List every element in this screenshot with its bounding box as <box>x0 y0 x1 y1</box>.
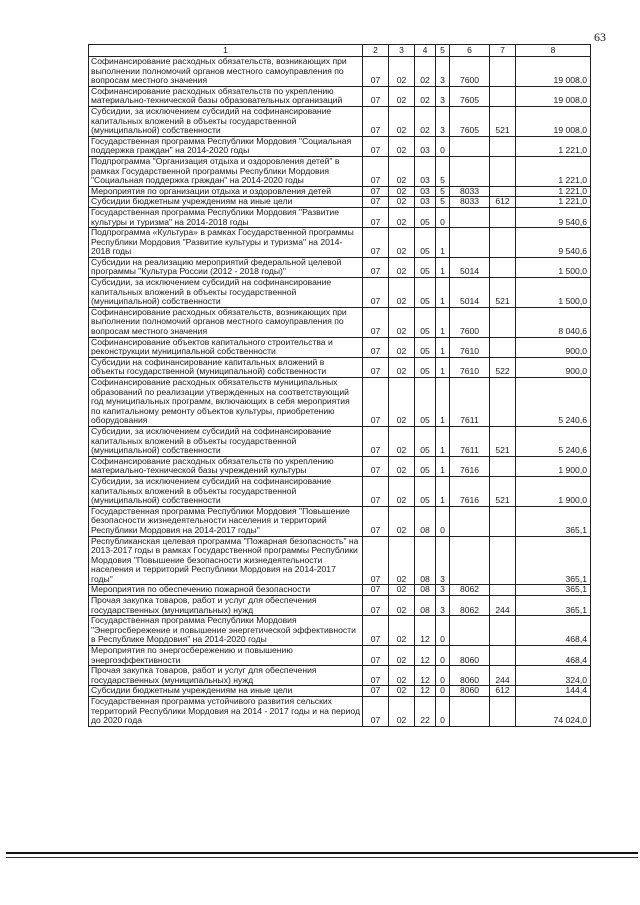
expense-type-code-cell <box>490 57 516 87</box>
section-code-cell: 07 <box>363 86 389 106</box>
subprogram-code-cell: 0 <box>436 506 450 536</box>
item-name-cell: Прочая закупка товаров, работ и услуг для обеспечения государственных (муниципальных) нужд <box>89 596 363 616</box>
table-row <box>89 456 591 476</box>
direction-code-cell: 7616 <box>450 456 490 476</box>
table-row <box>89 596 591 616</box>
program-code-cell: 12 <box>415 646 436 666</box>
expense-type-code-cell <box>490 536 516 585</box>
subprogram-code-cell: 1 <box>436 456 450 476</box>
expense-type-code-cell <box>490 186 516 197</box>
expense-type-code-cell <box>490 378 516 427</box>
item-name-cell: Софинансирование расходных обязательств муниципальных образований по реализации утвержденных на соответствующий год муниципальных программ, включающих в себя мероприятия по капитальному ремонту объектов культуры, приобретению оборудования <box>89 378 363 427</box>
item-name-cell: Софинансирование расходных обязательств, возникающих при выполнении полномочий органов местного самоуправления по вопросам местного значения <box>89 307 363 337</box>
amount-cell: 19 008,0 <box>516 106 591 136</box>
subsection-code-cell: 02 <box>389 378 415 427</box>
section-code-cell: 07 <box>363 536 389 585</box>
expense-type-code-cell: 521 <box>490 476 516 506</box>
subsection-code-cell: 02 <box>389 156 415 186</box>
expense-type-code-cell <box>490 207 516 227</box>
program-code-cell: 05 <box>415 357 436 377</box>
direction-code-cell <box>450 616 490 646</box>
subprogram-code-cell: 3 <box>436 106 450 136</box>
subprogram-code-cell: 5 <box>436 156 450 186</box>
table-row <box>89 257 591 277</box>
expense-type-code-cell <box>490 156 516 186</box>
subprogram-code-cell: 1 <box>436 378 450 427</box>
program-code-cell: 02 <box>415 57 436 87</box>
program-code-cell: 12 <box>415 666 436 686</box>
subprogram-code-cell: 0 <box>436 616 450 646</box>
subprogram-code-cell: 0 <box>436 136 450 156</box>
section-code-cell: 07 <box>363 476 389 506</box>
subsection-code-cell: 02 <box>389 228 415 258</box>
direction-code-cell: 7605 <box>450 86 490 106</box>
item-name-cell: Государственная программа Республики Мордовия "Повышение безопасности жизнедеятельности населения и территорий Республики Мордовия на 2014-2017 годы" <box>89 506 363 536</box>
amount-cell: 5 240,6 <box>516 426 591 456</box>
table-row <box>89 476 591 506</box>
direction-code-cell <box>450 207 490 227</box>
direction-code-cell: 7616 <box>450 476 490 506</box>
subprogram-code-cell: 3 <box>436 86 450 106</box>
amount-cell: 1 500,0 <box>516 257 591 277</box>
section-code-cell: 07 <box>363 506 389 536</box>
expense-type-code-cell: 612 <box>490 197 516 208</box>
direction-code-cell <box>450 506 490 536</box>
subprogram-code-cell: 1 <box>436 278 450 308</box>
table-row <box>89 357 591 377</box>
amount-cell: 9 540,6 <box>516 207 591 227</box>
item-name-cell: Субсидии на софинансирование капитальных вложений в объекты государственной (муниципальной) собственности <box>89 357 363 377</box>
expense-type-code-cell: 612 <box>490 686 516 697</box>
subsection-code-cell: 02 <box>389 596 415 616</box>
section-code-cell: 07 <box>363 156 389 186</box>
item-name-cell: Софинансирование расходных обязательств, возникающих при выполнении полномочий органов местного самоуправления по вопросам местного значения <box>89 57 363 87</box>
item-name-cell: Государственная программа Республики Мордовия "Социальная поддержка граждан" на 2014-2020 годы <box>89 136 363 156</box>
table-row <box>89 536 591 585</box>
program-code-cell: 02 <box>415 106 436 136</box>
section-code-cell: 07 <box>363 307 389 337</box>
direction-code-cell: 7611 <box>450 426 490 456</box>
direction-code-cell: 8060 <box>450 686 490 697</box>
subprogram-code-cell: 0 <box>436 666 450 686</box>
subsection-code-cell: 02 <box>389 666 415 686</box>
subprogram-code-cell: 5 <box>436 197 450 208</box>
section-code-cell: 07 <box>363 57 389 87</box>
program-code-cell: 05 <box>415 456 436 476</box>
direction-code-cell: 8033 <box>450 186 490 197</box>
table-row <box>89 228 591 258</box>
table-row <box>89 57 591 87</box>
table-row <box>89 697 591 727</box>
subsection-code-cell: 02 <box>389 585 415 596</box>
direction-code-cell: 8033 <box>450 197 490 208</box>
section-code-cell: 07 <box>363 186 389 197</box>
program-code-cell: 03 <box>415 197 436 208</box>
amount-cell: 1 221,0 <box>516 156 591 186</box>
program-code-cell: 05 <box>415 337 436 357</box>
subsection-code-cell: 02 <box>389 86 415 106</box>
subsection-code-cell: 02 <box>389 186 415 197</box>
subsection-code-cell: 02 <box>389 57 415 87</box>
subprogram-code-cell: 1 <box>436 257 450 277</box>
amount-cell: 1 221,0 <box>516 136 591 156</box>
table-row <box>89 585 591 596</box>
item-name-cell: Субсидии на реализацию мероприятий федеральной целевой программы "Культура России (2012 - 2018 годы)" <box>89 257 363 277</box>
amount-cell: 19 008,0 <box>516 86 591 106</box>
subsection-code-cell: 02 <box>389 536 415 585</box>
table-header-row <box>89 45 591 57</box>
table-row <box>89 186 591 197</box>
direction-code-cell: 5014 <box>450 257 490 277</box>
program-code-cell: 12 <box>415 616 436 646</box>
section-code-cell: 07 <box>363 697 389 727</box>
column-header: 7 <box>490 45 516 57</box>
expense-type-code-cell <box>490 307 516 337</box>
direction-code-cell: 8062 <box>450 585 490 596</box>
table-row <box>89 646 591 666</box>
subprogram-code-cell: 1 <box>436 337 450 357</box>
subprogram-code-cell: 1 <box>436 307 450 337</box>
expense-type-code-cell: 521 <box>490 278 516 308</box>
expense-type-code-cell <box>490 228 516 258</box>
table-row <box>89 106 591 136</box>
item-name-cell: Субсидии, за исключением субсидий на софинансирование капитальных вложений в объекты государственной (муниципальной) собственности <box>89 106 363 136</box>
direction-code-cell: 7611 <box>450 378 490 427</box>
column-header: 1 <box>89 45 363 57</box>
subprogram-code-cell: 3 <box>436 585 450 596</box>
table-row <box>89 156 591 186</box>
amount-cell: 1 221,0 <box>516 197 591 208</box>
section-code-cell: 07 <box>363 596 389 616</box>
subsection-code-cell: 02 <box>389 278 415 308</box>
item-name-cell: Прочая закупка товаров, работ и услуг для обеспечения государственных (муниципальных) нужд <box>89 666 363 686</box>
direction-code-cell <box>450 136 490 156</box>
subsection-code-cell: 02 <box>389 257 415 277</box>
subsection-code-cell: 02 <box>389 197 415 208</box>
section-code-cell: 07 <box>363 378 389 427</box>
section-code-cell: 07 <box>363 646 389 666</box>
section-code-cell: 07 <box>363 686 389 697</box>
table-row <box>89 207 591 227</box>
amount-cell: 1 500,0 <box>516 278 591 308</box>
direction-code-cell: 7610 <box>450 357 490 377</box>
table-row <box>89 278 591 308</box>
column-header: 8 <box>516 45 591 57</box>
column-header: 3 <box>389 45 415 57</box>
subsection-code-cell: 02 <box>389 456 415 476</box>
section-code-cell: 07 <box>363 106 389 136</box>
section-code-cell: 07 <box>363 278 389 308</box>
item-name-cell: Мероприятия по обеспечению пожарной безопасности <box>89 585 363 596</box>
table-row <box>89 136 591 156</box>
item-name-cell: Софинансирование расходных обязательств по укреплению материально-технической базы учреждений культуры <box>89 456 363 476</box>
program-code-cell: 05 <box>415 378 436 427</box>
program-code-cell: 05 <box>415 207 436 227</box>
amount-cell: 900,0 <box>516 357 591 377</box>
amount-cell: 8 040,6 <box>516 307 591 337</box>
item-name-cell: Субсидии, за исключением субсидий на софинансирование капитальных вложений в объекты государственной (муниципальной) собственности <box>89 278 363 308</box>
amount-cell: 5 240,6 <box>516 378 591 427</box>
direction-code-cell: 8060 <box>450 646 490 666</box>
item-name-cell: Софинансирование расходных обязательств по укреплению материально-технической базы образовательных организаций <box>89 86 363 106</box>
column-header: 6 <box>450 45 490 57</box>
table-row <box>89 378 591 427</box>
subprogram-code-cell: 3 <box>436 596 450 616</box>
amount-cell: 365,1 <box>516 596 591 616</box>
table-row <box>89 666 591 686</box>
program-code-cell: 03 <box>415 156 436 186</box>
section-code-cell: 07 <box>363 426 389 456</box>
footer-rule-thin <box>6 857 638 858</box>
item-name-cell: Подпрограмма «Культура» в рамках Государственной программы Республики Мордовия "Развитие культуры и туризма" на 2014-2018 годы <box>89 228 363 258</box>
expense-type-code-cell <box>490 456 516 476</box>
direction-code-cell <box>450 228 490 258</box>
subsection-code-cell: 02 <box>389 476 415 506</box>
expense-type-code-cell <box>490 136 516 156</box>
subprogram-code-cell: 1 <box>436 476 450 506</box>
amount-cell: 365,1 <box>516 585 591 596</box>
amount-cell: 324,0 <box>516 666 591 686</box>
section-code-cell: 07 <box>363 616 389 646</box>
item-name-cell: Субсидии, за исключением субсидий на софинансирование капитальных вложений в объекты государственной (муниципальной) собственности <box>89 476 363 506</box>
amount-cell: 144,4 <box>516 686 591 697</box>
expense-type-code-cell <box>490 646 516 666</box>
amount-cell: 365,1 <box>516 536 591 585</box>
item-name-cell: Государственная программа устойчивого развития сельских территорий Республики Мордовия на 2014 - 2017 годы и на период до 2020 года <box>89 697 363 727</box>
amount-cell: 468,4 <box>516 646 591 666</box>
program-code-cell: 05 <box>415 257 436 277</box>
section-code-cell: 07 <box>363 666 389 686</box>
amount-cell: 1 221,0 <box>516 186 591 197</box>
amount-cell: 365,1 <box>516 506 591 536</box>
subsection-code-cell: 02 <box>389 426 415 456</box>
item-name-cell: Субсидии бюджетным учреждениям на иные цели <box>89 686 363 697</box>
program-code-cell: 05 <box>415 228 436 258</box>
amount-cell: 19 008,0 <box>516 57 591 87</box>
program-code-cell: 08 <box>415 585 436 596</box>
program-code-cell: 05 <box>415 476 436 506</box>
program-code-cell: 05 <box>415 426 436 456</box>
expense-type-code-cell <box>490 506 516 536</box>
subsection-code-cell: 02 <box>389 136 415 156</box>
subprogram-code-cell: 0 <box>436 697 450 727</box>
subsection-code-cell: 02 <box>389 686 415 697</box>
subprogram-code-cell: 3 <box>436 536 450 585</box>
amount-cell: 74 024,0 <box>516 697 591 727</box>
table-row <box>89 686 591 697</box>
item-name-cell: Государственная программа Республики Мордовия "Развитие культуры и туризма" на 2014-2018 годы <box>89 207 363 227</box>
section-code-cell: 07 <box>363 337 389 357</box>
program-code-cell: 08 <box>415 506 436 536</box>
expense-type-code-cell: 244 <box>490 596 516 616</box>
expense-type-code-cell: 244 <box>490 666 516 686</box>
direction-code-cell: 7600 <box>450 307 490 337</box>
table-row <box>89 426 591 456</box>
subsection-code-cell: 02 <box>389 207 415 227</box>
budget-table <box>88 44 591 727</box>
item-name-cell: Субсидии, за исключением субсидий на софинансирование капитальных вложений в объекты государственной (муниципальной) собственности <box>89 426 363 456</box>
table-row <box>89 86 591 106</box>
direction-code-cell <box>450 536 490 585</box>
direction-code-cell <box>450 697 490 727</box>
item-name-cell: Софинансирование объектов капитального строительства и реконструкции муниципальной собственности <box>89 337 363 357</box>
subsection-code-cell: 02 <box>389 506 415 536</box>
section-code-cell: 07 <box>363 207 389 227</box>
section-code-cell: 07 <box>363 197 389 208</box>
expense-type-code-cell <box>490 616 516 646</box>
direction-code-cell: 7600 <box>450 57 490 87</box>
item-name-cell: Подпрограмма "Организация отдыха и оздоровления детей" в рамках Государственной программы Республики Мордовия "Социальная поддержка граждан" на 2014-2020 годы <box>89 156 363 186</box>
subsection-code-cell: 02 <box>389 357 415 377</box>
section-code-cell: 07 <box>363 585 389 596</box>
subsection-code-cell: 02 <box>389 697 415 727</box>
subprogram-code-cell: 0 <box>436 207 450 227</box>
page-number: 63 <box>594 30 606 44</box>
program-code-cell: 08 <box>415 596 436 616</box>
amount-cell: 9 540,6 <box>516 228 591 258</box>
subprogram-code-cell: 1 <box>436 228 450 258</box>
subsection-code-cell: 02 <box>389 337 415 357</box>
direction-code-cell: 5014 <box>450 278 490 308</box>
subsection-code-cell: 02 <box>389 106 415 136</box>
column-header: 2 <box>363 45 389 57</box>
table-row <box>89 506 591 536</box>
subprogram-code-cell: 0 <box>436 646 450 666</box>
direction-code-cell: 7610 <box>450 337 490 357</box>
program-code-cell: 12 <box>415 686 436 697</box>
subsection-code-cell: 02 <box>389 616 415 646</box>
section-code-cell: 07 <box>363 357 389 377</box>
program-code-cell: 03 <box>415 186 436 197</box>
expense-type-code-cell <box>490 86 516 106</box>
column-header: 4 <box>415 45 436 57</box>
program-code-cell: 03 <box>415 136 436 156</box>
subprogram-code-cell: 1 <box>436 357 450 377</box>
item-name-cell: Мероприятия по энергосбережению и повышению энергоэффективности <box>89 646 363 666</box>
subprogram-code-cell: 5 <box>436 186 450 197</box>
program-code-cell: 05 <box>415 307 436 337</box>
subsection-code-cell: 02 <box>389 307 415 337</box>
direction-code-cell <box>450 156 490 186</box>
table-row <box>89 337 591 357</box>
footer-rule <box>6 852 638 854</box>
section-code-cell: 07 <box>363 257 389 277</box>
item-name-cell: Субсидии бюджетным учреждениям на иные цели <box>89 197 363 208</box>
program-code-cell: 22 <box>415 697 436 727</box>
direction-code-cell: 8062 <box>450 596 490 616</box>
item-name-cell: Государственная программа Республики Мордовия "Энергосбережение и повышение энергетической эффективности в Республике Мордовия" на 2014-2020 годы <box>89 616 363 646</box>
amount-cell: 900,0 <box>516 337 591 357</box>
subprogram-code-cell: 0 <box>436 686 450 697</box>
expense-type-code-cell <box>490 337 516 357</box>
amount-cell: 1 900,0 <box>516 456 591 476</box>
section-code-cell: 07 <box>363 228 389 258</box>
amount-cell: 468,4 <box>516 616 591 646</box>
direction-code-cell: 8060 <box>450 666 490 686</box>
program-code-cell: 08 <box>415 536 436 585</box>
program-code-cell: 05 <box>415 278 436 308</box>
item-name-cell: Мероприятия по организации отдыха и оздоровления детей <box>89 186 363 197</box>
subsection-code-cell: 02 <box>389 646 415 666</box>
table-row <box>89 197 591 208</box>
subprogram-code-cell: 1 <box>436 426 450 456</box>
section-code-cell: 07 <box>363 456 389 476</box>
table-row <box>89 616 591 646</box>
expense-type-code-cell: 521 <box>490 106 516 136</box>
table-row <box>89 307 591 337</box>
item-name-cell: Республиканская целевая программа "Пожарная безопасность" на 2013-2017 годы в рамках Государственной программы Республики Мордовия "Повышение безопасности жизнедеятельности населения и территорий Республики Мордовия на 2014-2017 годы" <box>89 536 363 585</box>
column-header: 5 <box>436 45 450 57</box>
expense-type-code-cell: 522 <box>490 357 516 377</box>
amount-cell: 1 900,0 <box>516 476 591 506</box>
expense-type-code-cell <box>490 257 516 277</box>
expense-type-code-cell: 521 <box>490 426 516 456</box>
expense-type-code-cell <box>490 697 516 727</box>
direction-code-cell: 7605 <box>450 106 490 136</box>
section-code-cell: 07 <box>363 136 389 156</box>
subprogram-code-cell: 3 <box>436 57 450 87</box>
expense-type-code-cell <box>490 585 516 596</box>
program-code-cell: 02 <box>415 86 436 106</box>
